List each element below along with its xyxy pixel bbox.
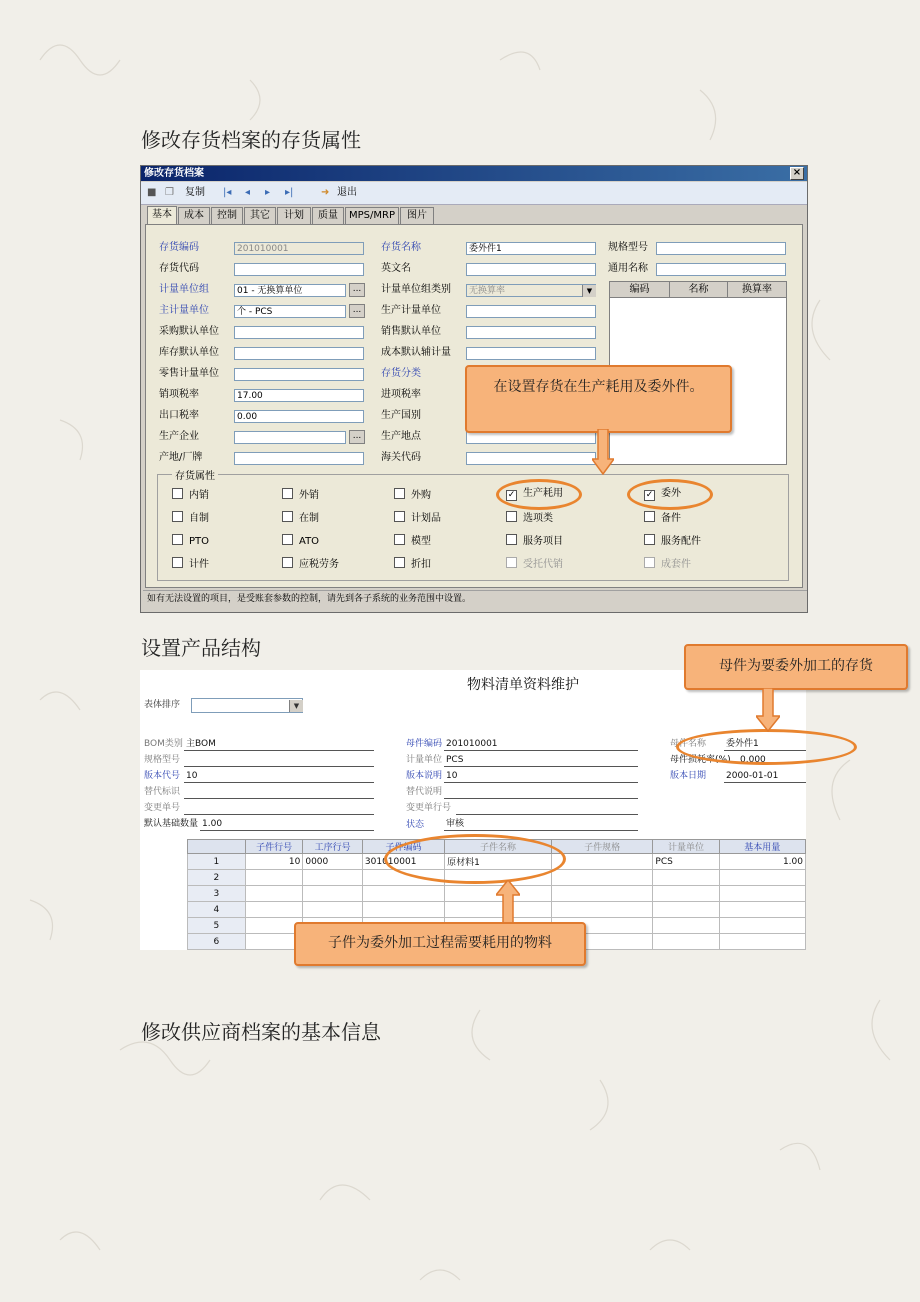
unchecked-box-icon[interactable] (644, 511, 655, 522)
label-inventory-class: 存货分类 (381, 368, 421, 379)
unchecked-box-icon[interactable] (282, 557, 293, 568)
col-child-code: 子件编码 (362, 840, 444, 854)
row-number-cell: 6 (188, 934, 246, 950)
attribute-checkbox[interactable] (394, 557, 431, 571)
attribute-checkbox (506, 557, 563, 571)
col-child-row: 子件行号 (245, 840, 303, 854)
unchecked-box-icon[interactable] (282, 488, 293, 499)
attribute-label: 在制 (299, 513, 319, 524)
status-bar: 如有无法设置的项目，是受账套参数的控制，请先到各子系统的业务范围中设置。 (143, 590, 807, 607)
tab-cost[interactable]: 成本 (178, 207, 210, 224)
label-customs-code: 海关代码 (381, 452, 421, 463)
label-parent-code: 母件编码 (406, 739, 443, 749)
inventory-name-field[interactable]: 委外件1 (466, 242, 596, 255)
production-unit-field[interactable] (466, 305, 596, 318)
attribute-checkbox[interactable] (644, 534, 701, 548)
maker-lookup-button[interactable]: ... (349, 430, 365, 444)
attribute-label: 服务配件 (661, 536, 701, 547)
chevron-down-icon[interactable]: ▼ (582, 285, 596, 297)
unchecked-box-icon[interactable] (394, 557, 405, 568)
main-unit-lookup-button[interactable]: ... (349, 304, 365, 318)
attribute-label: 折扣 (411, 559, 431, 570)
unchecked-box-icon[interactable] (172, 511, 183, 522)
unit-value[interactable]: PCS (446, 755, 464, 765)
row-number-cell: 5 (188, 918, 246, 934)
col-process-row: 工序行号 (303, 840, 363, 854)
label-default-qty: 默认基础数量 (144, 819, 199, 829)
unchecked-box-icon[interactable] (644, 534, 655, 545)
section-heading-bom: 设置产品结构 (141, 636, 261, 660)
label-brand: 产地/厂牌 (159, 452, 203, 463)
retail-unit-field[interactable] (234, 368, 364, 381)
table-cell[interactable] (719, 870, 805, 886)
attribute-checkbox[interactable] (394, 488, 431, 502)
version-date-value[interactable]: 2000-01-01 (726, 771, 779, 781)
attribute-checkbox[interactable] (282, 557, 339, 571)
copy-icon[interactable]: ❐ (165, 187, 174, 198)
attribute-label: ATO (299, 536, 320, 547)
unchecked-box-icon[interactable] (282, 511, 293, 522)
table-cell[interactable] (653, 902, 719, 918)
label-body-sort: 表体排序 (144, 700, 181, 710)
attribute-label: PTO (189, 536, 210, 547)
label-change-row: 变更单行号 (406, 803, 452, 813)
unchecked-box-icon[interactable] (282, 534, 293, 545)
table-cell[interactable]: 1.00 (719, 854, 805, 870)
main-unit-field[interactable]: 个 - PCS (234, 305, 346, 318)
label-parent-name: 母件名称 (670, 739, 707, 749)
grid-header-code: 编码 (610, 282, 670, 298)
label-unit: 计量单位 (406, 755, 443, 765)
col-child-name: 子件名称 (445, 840, 552, 854)
row-number-cell: 3 (188, 886, 246, 902)
attribute-label: 自制 (189, 513, 209, 524)
table-cell[interactable] (719, 934, 805, 950)
attribute-checkbox[interactable] (172, 511, 209, 525)
label-english-name: 英文名 (381, 263, 411, 274)
label-export-tax: 出口税率 (159, 410, 199, 421)
table-cell[interactable] (719, 918, 805, 934)
row-number-cell: 4 (188, 902, 246, 918)
label-version-date: 版本日期 (670, 771, 707, 781)
highlight-parent-name (676, 729, 857, 765)
label-version-desc: 版本说明 (406, 771, 443, 781)
bom-maintenance-form (140, 670, 806, 950)
unchecked-box-icon[interactable] (394, 534, 405, 545)
table-cell[interactable] (362, 902, 444, 918)
label-alt-desc: 替代说明 (406, 787, 443, 797)
row-number-cell: 2 (188, 870, 246, 886)
table-cell[interactable]: 原材料1 (445, 854, 552, 870)
attribute-label: 外购 (411, 490, 431, 501)
tab-quality[interactable]: 质量 (312, 207, 344, 224)
save-icon[interactable]: ■ (147, 187, 157, 198)
table-cell[interactable]: 10 (245, 854, 303, 870)
section-heading-inventory: 修改存货档案的存货属性 (141, 128, 361, 152)
label-purchase-unit: 采购默认单位 (159, 326, 219, 337)
label-main-unit: 主计量单位 (159, 305, 209, 316)
table-cell[interactable]: 301010001 (362, 854, 444, 870)
label-production-unit: 生产计量单位 (381, 305, 441, 316)
attribute-label: 计划品 (411, 513, 441, 524)
next-record-icon[interactable]: ▸ (265, 187, 271, 198)
checked-box-icon[interactable]: ✓ (645, 490, 654, 500)
attribute-checkbox[interactable] (282, 534, 319, 548)
label-country: 生产国别 (381, 410, 421, 421)
label-parent-loss: 母件损耗率(%) (670, 755, 731, 765)
attribute-label: 内销 (189, 490, 209, 501)
unit-group-lookup-button[interactable]: ... (349, 283, 365, 297)
spec-field[interactable] (656, 242, 786, 255)
copy-button[interactable]: 复制 (185, 187, 205, 198)
tab-mps-mrp[interactable]: MPS/MRP (345, 207, 399, 224)
col-unit: 计量单位 (653, 840, 719, 854)
attribute-checkbox[interactable] (394, 511, 441, 525)
first-record-icon[interactable]: |◂ (223, 187, 232, 198)
highlight-production-consume (496, 479, 582, 510)
attribute-label: 受托代销 (523, 559, 563, 570)
label-retail-unit: 零售计量单位 (159, 368, 219, 379)
parent-name-value[interactable]: 委外件1 (726, 739, 759, 749)
prev-record-icon[interactable]: ◂ (245, 187, 251, 198)
attribute-checkbox (644, 557, 691, 571)
stock-unit-field[interactable] (234, 347, 364, 360)
table-cell[interactable] (551, 870, 652, 886)
table-cell[interactable] (303, 870, 363, 886)
highlight-outsourcing (627, 479, 713, 510)
exit-icon[interactable]: ➜ (321, 187, 330, 198)
tab-picture[interactable]: 图片 (400, 207, 434, 224)
table-cell[interactable] (719, 886, 805, 902)
col-corner (188, 840, 246, 854)
callout-parent-outsourced: 母件为要委外加工的存货 (684, 644, 908, 690)
unchecked-box-icon[interactable] (172, 488, 183, 499)
attribute-checkbox[interactable] (172, 488, 209, 502)
version-desc-value[interactable]: 10 (446, 771, 458, 781)
bom-type-value[interactable]: 主BOM (186, 739, 216, 749)
callout-child-material: 子件为委外加工过程需要耗用的物料 (294, 922, 586, 966)
table-cell[interactable] (719, 902, 805, 918)
attribute-label: 备件 (661, 513, 681, 524)
callout1-arrow (592, 429, 614, 475)
unchecked-box-icon[interactable] (172, 534, 183, 545)
label-state: 状态 (406, 820, 425, 830)
label-alt-flag: 替代标识 (144, 787, 181, 797)
attribute-label: 应税劳务 (299, 559, 339, 570)
label-bom-spec: 规格型号 (144, 755, 181, 765)
unit-group-type-select[interactable]: 无换算率 (466, 284, 596, 297)
label-version-code: 版本代号 (144, 771, 181, 781)
english-name-field[interactable] (466, 263, 596, 276)
unchecked-box-icon[interactable] (644, 557, 655, 568)
chevron-down-icon[interactable]: ▼ (289, 700, 303, 712)
attribute-label: 外销 (299, 490, 319, 501)
col-child-spec: 子件规格 (551, 840, 652, 854)
attribute-checkbox[interactable] (172, 557, 209, 571)
label-unit-group: 计量单位组 (159, 284, 209, 295)
table-cell[interactable] (653, 918, 719, 934)
attribute-checkbox[interactable] (644, 511, 681, 525)
tab-basic[interactable]: 基本 (147, 206, 177, 225)
tab-other[interactable]: 其它 (244, 207, 276, 224)
grid-header-rate: 换算率 (728, 282, 786, 298)
grid-header-name: 名称 (670, 282, 728, 298)
attribute-checkbox[interactable] (172, 534, 209, 548)
label-inventory-name: 存货名称 (381, 242, 421, 253)
attribute-group-title: 存货属性 (172, 467, 218, 482)
unchecked-box-icon[interactable] (506, 534, 517, 545)
table-cell[interactable] (551, 886, 652, 902)
label-unit-group-type: 计量单位组类别 (381, 284, 451, 295)
parent-code-value[interactable]: 201010001 (446, 739, 498, 749)
unchecked-box-icon[interactable] (394, 488, 405, 499)
dialog-tabs (141, 207, 807, 225)
cost-unit-field[interactable] (466, 347, 596, 360)
maker-field[interactable] (234, 431, 346, 444)
tab-plan[interactable]: 计划 (277, 207, 311, 224)
attribute-label: 生产耗用 (523, 488, 563, 499)
purchase-unit-field[interactable] (234, 326, 364, 339)
label-change-no: 变更单号 (144, 803, 181, 813)
label-sales-unit: 销售默认单位 (381, 326, 441, 337)
label-spec: 规格型号 (608, 242, 648, 253)
export-tax-field[interactable]: 0.00 (234, 410, 364, 423)
customs-code-field[interactable] (466, 452, 596, 465)
callout3-arrow (496, 880, 520, 924)
default-qty-value[interactable]: 1.00 (202, 819, 223, 829)
table-cell[interactable] (653, 870, 719, 886)
table-cell[interactable]: PCS (653, 854, 719, 870)
last-record-icon[interactable]: ▸| (285, 187, 294, 198)
highlight-child-name (384, 834, 566, 884)
label-cost-unit: 成本默认辅计量 (381, 347, 451, 358)
attribute-checkbox[interactable] (506, 534, 563, 548)
exit-button[interactable]: 退出 (337, 187, 357, 198)
attribute-label: 选项类 (523, 513, 553, 524)
unchecked-box-icon[interactable] (506, 511, 517, 522)
label-input-tax: 进项税率 (381, 389, 421, 400)
label-inventory-code: 存货编码 (159, 242, 199, 253)
attribute-label: 计件 (189, 559, 209, 570)
checked-box-icon[interactable]: ✓ (507, 490, 516, 500)
table-cell[interactable] (551, 854, 652, 870)
unchecked-box-icon[interactable] (506, 557, 517, 568)
sales-unit-field[interactable] (466, 326, 596, 339)
parent-loss-value[interactable]: 0.000 (740, 755, 766, 765)
inventory-daima-field[interactable] (234, 263, 364, 276)
table-cell[interactable] (362, 886, 444, 902)
row-number-cell: 1 (188, 854, 246, 870)
attribute-checkbox[interactable] (394, 534, 431, 548)
attribute-label: 模型 (411, 536, 431, 547)
attribute-checkbox[interactable] (506, 511, 553, 525)
common-name-field[interactable] (656, 263, 786, 276)
label-inventory-daima: 存货代码 (159, 263, 199, 274)
label-maker: 生产企业 (159, 431, 199, 442)
close-button[interactable]: × (790, 167, 804, 180)
table-cell[interactable] (551, 902, 652, 918)
callout2-arrow (756, 688, 780, 732)
label-bom-type: BOM类别 (144, 739, 183, 749)
table-cell[interactable]: 0000 (303, 854, 363, 870)
col-base-qty: 基本用量 (719, 840, 805, 854)
label-stock-unit: 库存默认单位 (159, 347, 219, 358)
table-cell[interactable] (653, 886, 719, 902)
state-value: 审核 (446, 819, 465, 829)
dialog-title: 修改存货档案 (144, 168, 204, 179)
inventory-code-field[interactable]: 201010001 (234, 242, 364, 255)
callout-production-outsourcing: 在设置存货在生产耗用及委外件。 (465, 365, 732, 433)
table-cell[interactable] (653, 934, 719, 950)
sales-tax-field[interactable]: 17.00 (234, 389, 364, 402)
table-cell[interactable] (245, 902, 303, 918)
label-sales-tax: 销项税率 (159, 389, 199, 400)
attribute-label: 委外 (661, 488, 681, 499)
brand-field[interactable] (234, 452, 364, 465)
attribute-label: 成套件 (661, 559, 691, 570)
attribute-checkbox[interactable] (282, 511, 319, 525)
tab-control[interactable]: 控制 (211, 207, 243, 224)
table-cell[interactable] (303, 886, 363, 902)
label-production-place: 生产地点 (381, 431, 421, 442)
table-cell[interactable] (245, 870, 303, 886)
section-heading-supplier: 修改供应商档案的基本信息 (141, 1020, 381, 1044)
body-sort-select[interactable] (191, 698, 303, 713)
version-code-value[interactable]: 10 (186, 771, 198, 781)
label-common-name: 通用名称 (608, 263, 648, 274)
dialog-titlebar (141, 166, 807, 181)
attribute-checkbox[interactable] (282, 488, 319, 502)
attribute-label: 服务项目 (523, 536, 563, 547)
unit-group-field[interactable]: 01 - 无换算单位 (234, 284, 346, 297)
dialog-toolbar (141, 182, 807, 205)
table-cell[interactable] (245, 886, 303, 902)
unchecked-box-icon[interactable] (394, 511, 405, 522)
unchecked-box-icon[interactable] (172, 557, 183, 568)
table-cell[interactable] (303, 902, 363, 918)
bom-title: 物料清单资料维护 (467, 677, 579, 693)
